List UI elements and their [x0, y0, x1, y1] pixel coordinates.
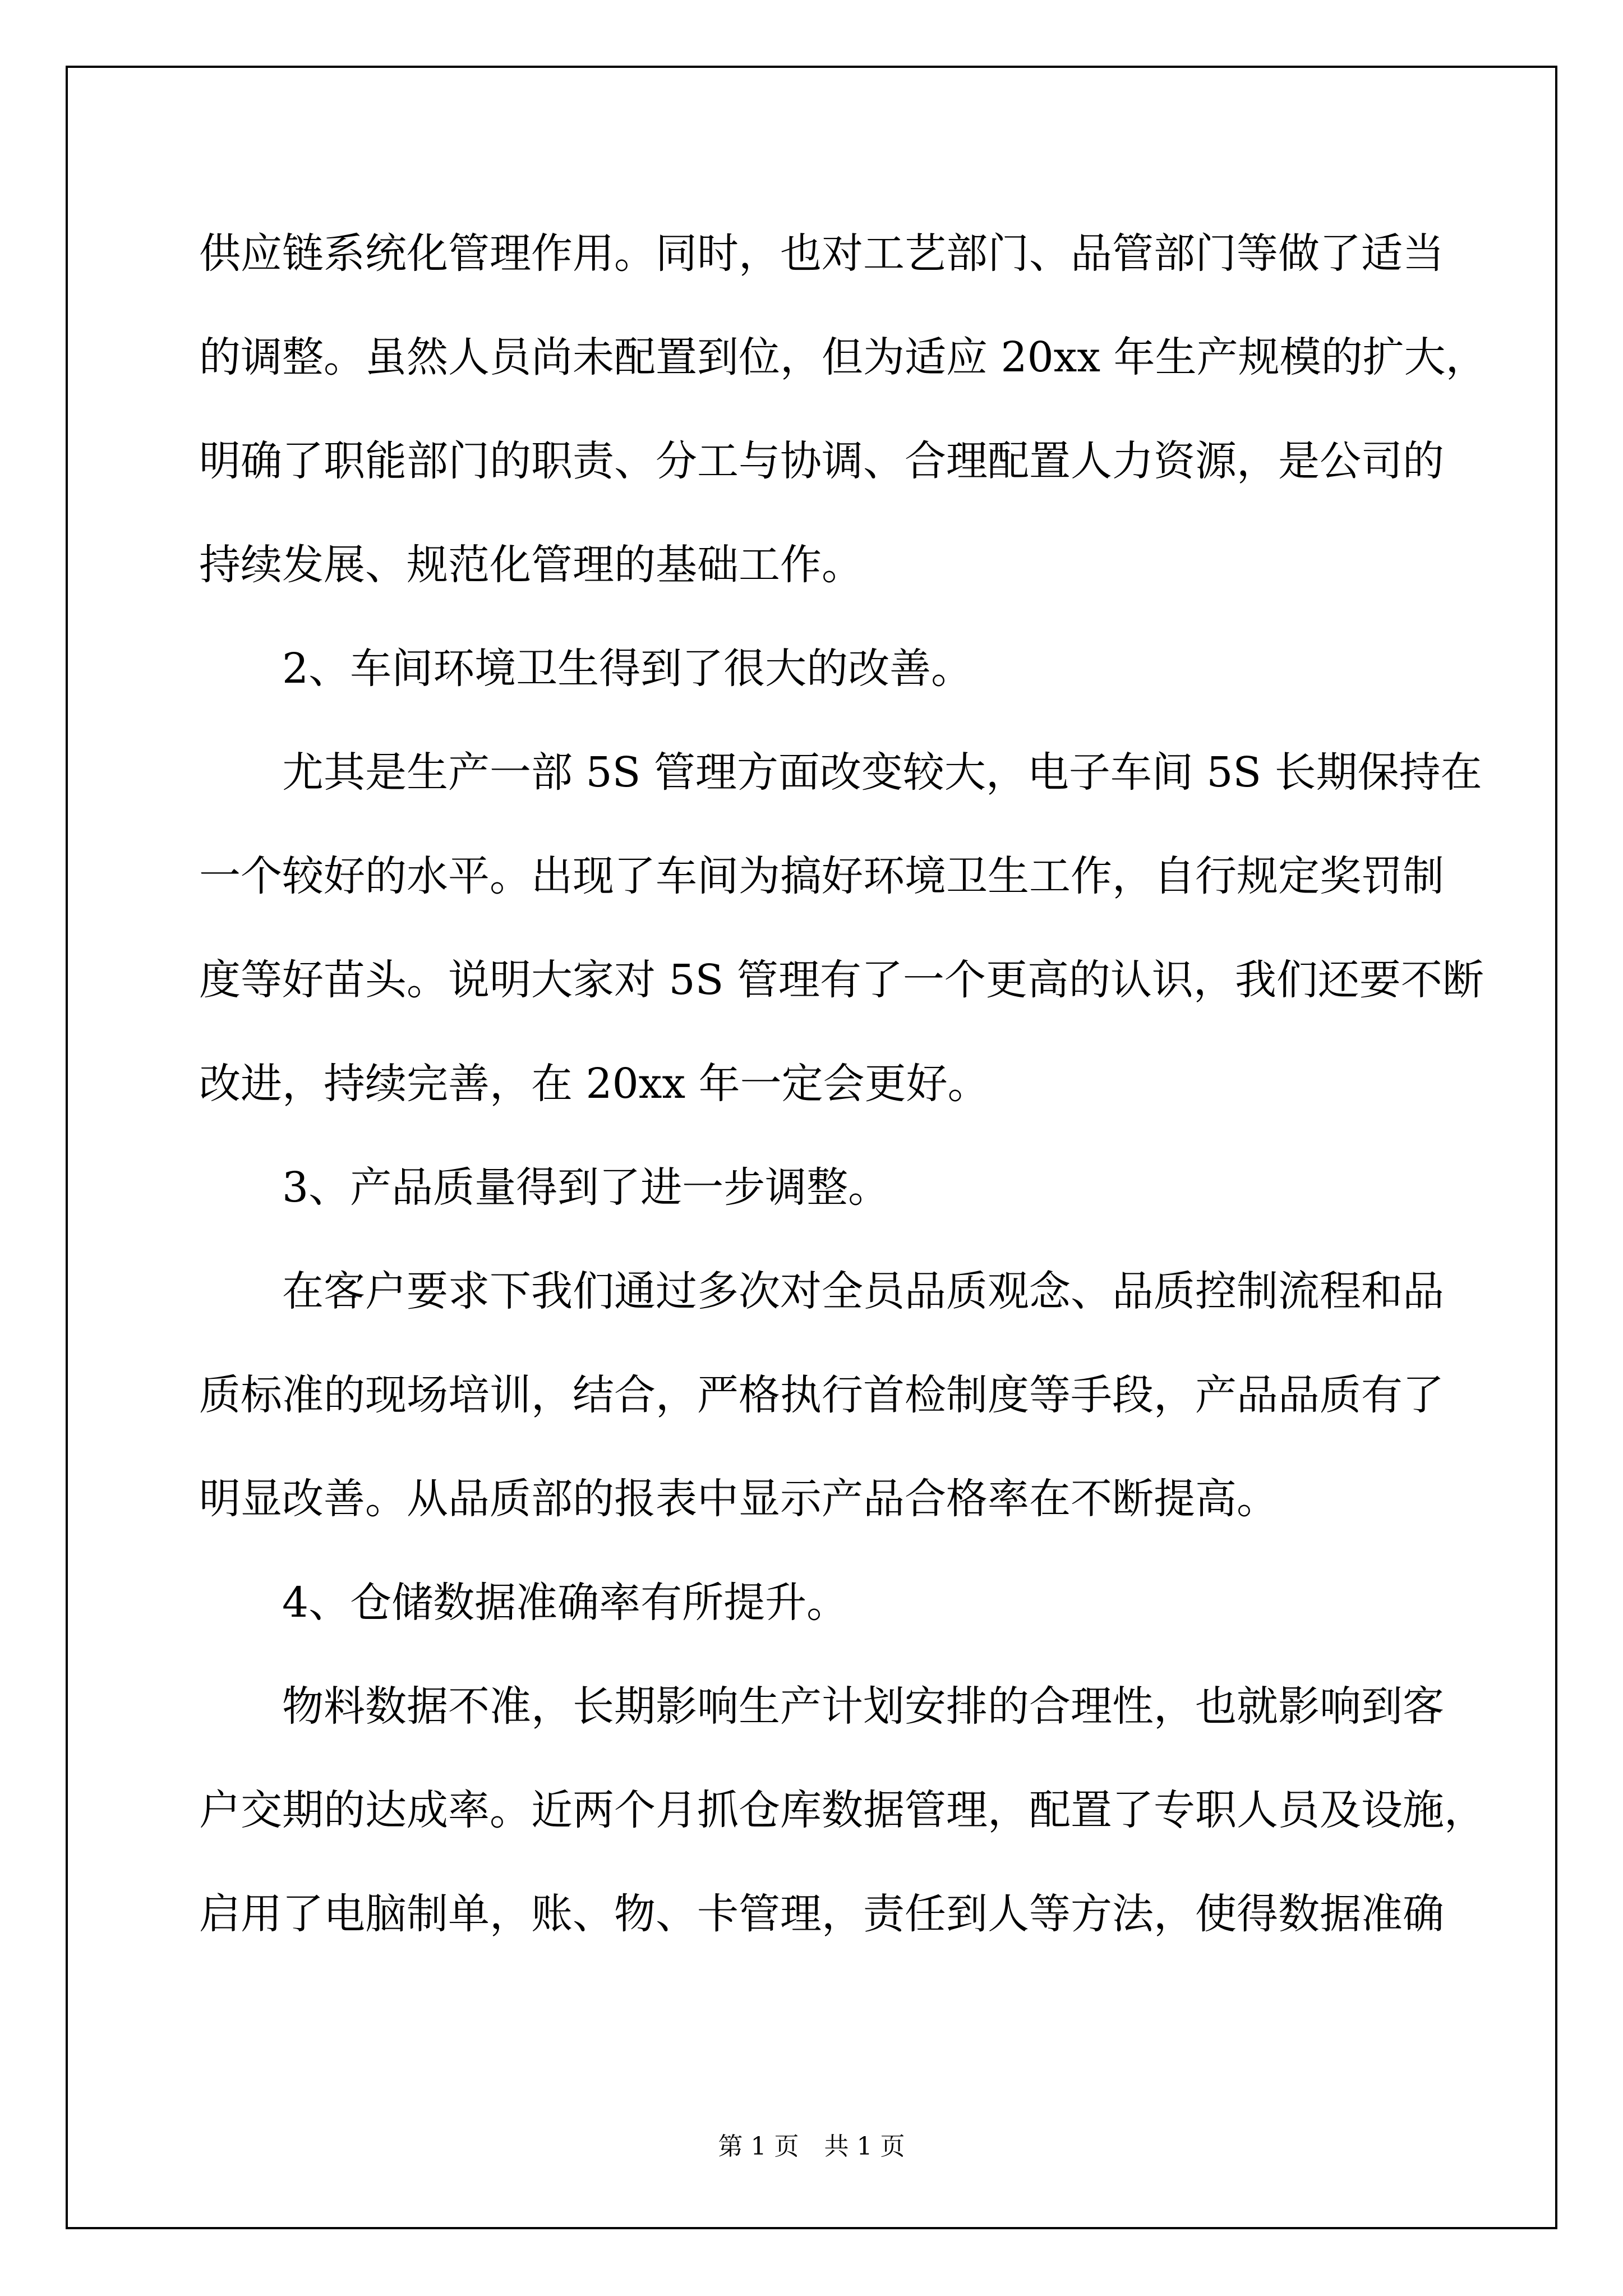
text-line: 尤其是生产一部 5S 管理方面改变较大，电子车间 5S 长期保持在 [282, 748, 1482, 797]
text-line: 户交期的达成率。近两个月抓仓库数据管理，配置了专职人员及设施， [199, 1786, 1486, 1834]
text-line: 在客户要求下我们通过多次对全员品质观念、品质控制流程和品 [282, 1267, 1444, 1315]
text-line: 的调整。虽然人员尚未配置到位，但为适应 20xx 年生产规模的扩大， [199, 333, 1487, 381]
text-line: 持续发展、规范化管理的基础工作。 [199, 541, 863, 589]
text-line: 3、产品质量得到了进一步调整。 [282, 1163, 890, 1212]
page-footer [0, 2130, 1623, 2164]
text-line: 物料数据不准，长期影响生产计划安排的合理性，也就影响到客 [282, 1682, 1444, 1731]
document-body [199, 202, 1487, 1966]
text-line: 2、车间环境卫生得到了很大的改善。 [282, 645, 973, 693]
text-line: 4、仓储数据准确率有所提升。 [282, 1579, 849, 1627]
text-line: 质标准的现场培训，结合，严格执行首检制度等手段，产品品质有了 [199, 1371, 1444, 1419]
text-line: 一个较好的水平。出现了车间为搞好环境卫生工作，自行规定奖罚制 [199, 852, 1444, 900]
text-line: 启用了电脑制单，账、物、卡管理，责任到人等方法，使得数据准确 [199, 1890, 1444, 1938]
text-line: 明确了职能部门的职责、分工与协调、合理配置人力资源，是公司的 [199, 437, 1444, 485]
page-number-current: 第 1 页 [718, 2132, 799, 2161]
page-number-total: 共 1 页 [824, 2132, 905, 2161]
text-line: 供应链系统化管理作用。同时，也对工艺部门、品管部门等做了适当 [199, 229, 1444, 278]
text-line: 改进，持续完善，在 20xx 年一定会更好。 [199, 1060, 989, 1108]
text-line: 度等好苗头。说明大家对 5S 管理有了一个更高的认识，我们还要不断 [199, 956, 1484, 1004]
text-line: 明显改善。从品质部的报表中显示产品合格率在不断提高。 [199, 1475, 1278, 1523]
